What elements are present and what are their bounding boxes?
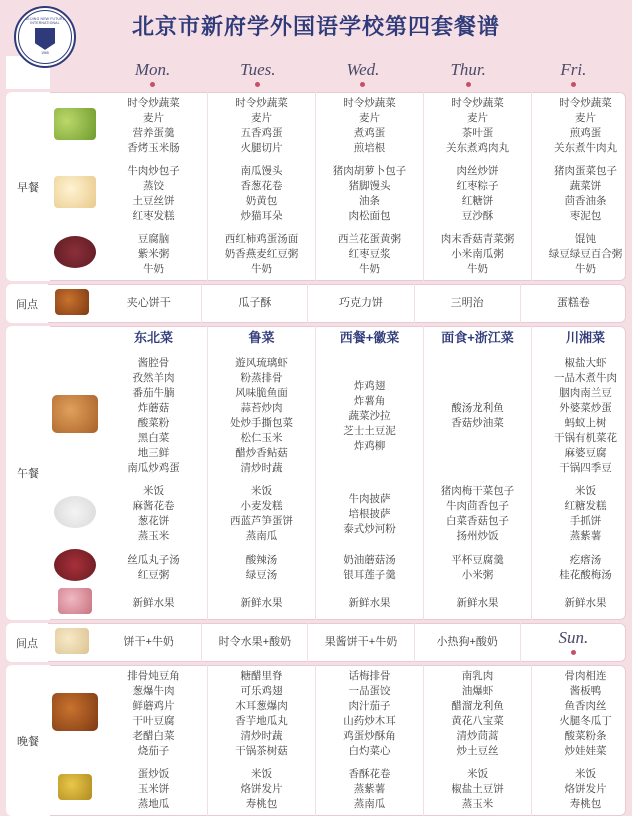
table-row [6, 623, 626, 662]
logo-bottom-text: 1965 [41, 50, 49, 55]
breakfast-section [6, 92, 626, 281]
weekday-header [6, 56, 626, 89]
shield-icon [35, 28, 55, 50]
breakfast-image-1 [50, 92, 100, 160]
row-label-dinner: 晚餐 [6, 665, 50, 816]
breakfast-image-3 [50, 228, 100, 281]
lunch-image-4 [50, 587, 100, 620]
egg-rice-icon [58, 774, 92, 800]
weekday-dot-icon [360, 82, 365, 87]
lunch-category-mon: 东北菜 [133, 330, 173, 345]
fruit-plate-icon [58, 588, 92, 614]
biscuit-milk-icon [55, 628, 89, 654]
breakfast-thu-1: 时令炒蔬菜 麦片 茶叶蛋 关东煮鸡肉丸 [424, 92, 532, 160]
lunch-tue-2: 米饭 小麦发糕 西蓝芦笋蛋饼 蒸南瓜 [208, 480, 316, 548]
lunch-thu-4: 新鲜水果 [424, 587, 532, 620]
lunch-mon-3: 丝瓜丸子汤 红豆粥 [127, 553, 180, 581]
snack1-mon: 夹心饼干 [126, 297, 171, 309]
pastry-icon [55, 289, 89, 315]
dinner-tue-2: 米饭 烙饼发片 寿桃包 [208, 763, 316, 816]
lunch-wed-2: 牛肉披萨 培根披萨 泰式炒河粉 [316, 480, 424, 548]
breakfast-tue-1: 时令炒蔬菜 麦片 五香鸡蛋 火腿切片 [208, 92, 316, 160]
lunch-tue-3: 酸辣汤 绿豆汤 [208, 548, 316, 587]
lunch-thu-3: 平杯豆腐羹 小米粥 [424, 548, 532, 587]
lunch-fri-1: 椒盐大虾 一品木煮牛肉 胭肉南兰豆 外婆菜炒蛋 蚂蚁上树 干锅有机菜花 麻婆豆腐 干锅四季豆 [532, 352, 627, 480]
snack2-wed: 果酱饼干+牛奶 [308, 623, 414, 662]
page-header [6, 4, 626, 56]
snack2-tue: 时令水果+酸奶 [202, 623, 308, 662]
soup-bowl-icon [54, 549, 96, 581]
weekday-dot-icon [466, 82, 471, 87]
fried-food-icon [52, 395, 98, 433]
breakfast-wed-1: 时令炒蔬菜 麦片 煮鸡蛋 煎培根 [316, 92, 424, 160]
lunch-image-1 [50, 352, 100, 480]
breakfast-wed-2: 猪肉胡萝卜包子 猪脚馒头 油条 肉松面包 [316, 160, 424, 228]
lunch-mon-1: 酱腔骨 孜然羊肉 番茄牛腩 炸蘑菇 酸菜粉 黑白菜 地三鲜 南瓜炒鸡蛋 [127, 357, 180, 474]
lunch-wed-4: 新鲜水果 [316, 587, 424, 620]
breakfast-thu-3: 肉末香菇青菜粥 小米南瓜粥 牛奶 [424, 228, 532, 281]
page-title: 北京市新府学外国语学校第四套餐谱 [131, 15, 500, 40]
weekday-thu: Thur. [416, 56, 521, 89]
lunch-category-row [6, 326, 626, 352]
school-logo [14, 6, 76, 68]
lunch-category-wed: 西餐+徽菜 [339, 330, 400, 345]
lunch-thu-2: 猪肉梅干菜包子 牛肉茴香包子 白菜香菇包子 扬州炒饭 [424, 480, 532, 548]
breakfast-tue-3: 西红柿鸡蛋汤面 奶香燕麦红豆粥 牛奶 [208, 228, 316, 281]
dinner-image-2 [50, 763, 100, 816]
snack1-tue: 瓜子酥 [202, 284, 308, 323]
dinner-wed-2: 香酥花卷 蒸紫薯 蒸南瓜 [316, 763, 424, 816]
table-row [6, 480, 626, 548]
snack1-fri: 蛋糕卷 [520, 284, 626, 323]
breakfast-thu-2: 肉丝炒饼 红枣粽子 红糖饼 豆沙酥 [424, 160, 532, 228]
table-row [6, 284, 626, 323]
row-label-snack2: 间点 [6, 623, 48, 662]
row-label-breakfast: 早餐 [6, 92, 50, 281]
lunch-image-3 [50, 548, 100, 587]
snack1-wed: 巧克力饼 [308, 284, 414, 323]
vegetable-dish-icon [54, 108, 96, 140]
breakfast-wed-3: 西兰花蛋黄粥 红枣豆浆 牛奶 [316, 228, 424, 281]
dinner-tue-1: 糖醋里脊 可乐鸡翅 木耳葱爆肉 香芋地瓜丸 清炒时蔬 干锅茶树菇 [208, 665, 316, 763]
rice-bowl-icon [54, 496, 96, 528]
lunch-wed-3: 奶油蘑菇汤 银耳莲子羹 [316, 548, 424, 587]
dinner-fri-2: 米饭 烙饼发片 寿桃包 [532, 763, 627, 816]
lunch-section [6, 326, 626, 620]
breakfast-mon-1: 时令炒蔬菜 麦片 营养蛋羹 香烤玉米肠 [127, 97, 180, 154]
table-row [6, 763, 626, 816]
dinner-fri-1: 骨肉相连 酱板鸭 鱼香肉丝 火腿冬瓜丁 酸菜粉条 炒娃娃菜 [532, 665, 627, 763]
lunch-wed-1: 炸鸡翅 炸薯角 蔬菜沙拉 芝士土豆泥 炸鸡柳 [316, 352, 424, 480]
table-row [6, 160, 626, 228]
table-row [6, 352, 626, 480]
lunch-mon-2: 米饭 麻酱花卷 葱花饼 蒸玉米 [132, 485, 175, 542]
breakfast-fri-1: 时令炒蔬菜 麦片 煎鸡蛋 关东煮牛肉丸 [532, 92, 627, 160]
dinner-thu-2: 米饭 椒盐土豆饼 蒸玉米 [424, 763, 532, 816]
lunch-fri-4: 新鲜水果 [532, 587, 627, 620]
table-row [6, 665, 626, 763]
breakfast-image-2 [50, 160, 100, 228]
lunch-category-fri: 川湘菜 [565, 330, 605, 345]
dinner-wed-1: 话梅排骨 一品蛋饺 肉汁茄子 山药炒木耳 鸡蛋炒酥角 白灼菜心 [316, 665, 424, 763]
weekday-mon: Mon. [100, 56, 205, 89]
weekday-sun: Sun. [520, 623, 626, 662]
lunch-mon-4: 新鲜水果 [132, 597, 175, 609]
porridge-bowl-icon [54, 236, 96, 268]
lunch-category-thu: 面食+浙江菜 [441, 330, 514, 345]
weekday-tue: Tues. [205, 56, 310, 89]
lunch-fri-3: 疙瘩汤 桂花酸梅汤 [532, 548, 627, 587]
breakfast-mon-3: 豆腐脑 紫米粥 牛奶 [137, 233, 170, 275]
weekday-fri: Fri. [521, 56, 626, 89]
snack2-mon: 饼干+牛奶 [123, 636, 174, 648]
breakfast-tue-2: 南瓜馒头 香葱花卷 奶黄包 炒猫耳朵 [208, 160, 316, 228]
lunch-image-2 [50, 480, 100, 548]
lunch-tue-4: 新鲜水果 [208, 587, 316, 620]
steamed-bun-icon [54, 176, 96, 208]
table-row [6, 548, 626, 587]
breakfast-fri-3: 馄饨 绿豆绿豆百合粥 牛奶 [532, 228, 627, 281]
row-label-lunch: 午餐 [6, 326, 50, 620]
dinner-thu-1: 南乳肉 油爆虾 醋溜龙利鱼 黄花八宝菜 清炒茼蒿 炒土豆丝 [424, 665, 532, 763]
breakfast-fri-2: 猪肉蛋菜包子 蔬菜饼 茴香油条 枣泥包 [532, 160, 627, 228]
table-row [6, 228, 626, 281]
lunch-tue-1: 遊风琉璃虾 粉蒸排骨 风味脆鱼面 蒜苔炒肉 处炒手撕包菜 松仁玉米 醋炒香鲇菇 清炒时蔬 [208, 352, 316, 480]
dinner-section [6, 665, 626, 816]
lunch-category-tue: 鲁菜 [248, 330, 275, 345]
braised-dish-icon [52, 693, 98, 731]
lunch-fri-2: 米饭 红糖发糕 手抓饼 蒸紫薯 [532, 480, 627, 548]
row-label-snack1: 间点 [6, 284, 48, 323]
snack1-section [6, 284, 626, 323]
snack1-thu: 三明治 [414, 284, 520, 323]
snack2-section [6, 623, 626, 662]
table-row [6, 92, 626, 160]
weekday-dot-icon [150, 82, 155, 87]
dinner-mon-1: 排骨炖豆角 葱爆牛肉 鲜蘑鸡片 干叶豆腐 老醋白菜 烧茄子 [127, 670, 180, 757]
snack1-image [48, 284, 96, 323]
snack2-thu: 小热狗+酸奶 [414, 623, 520, 662]
table-row [6, 587, 626, 620]
dinner-image-1 [50, 665, 100, 763]
weekday-dot-icon [255, 82, 260, 87]
weekday-wed: Wed. [310, 56, 415, 89]
weekday-dot-icon [571, 82, 576, 87]
weekday-dot-icon [571, 650, 576, 655]
lunch-thu-1: 酸汤龙利鱼 香菇炒油菜 [424, 352, 532, 480]
logo-top-text: BEIJING NEW FUTURE INTERNATIONAL [24, 17, 66, 26]
breakfast-mon-2: 牛肉炒包子 蒸饺 土豆丝饼 红枣发糕 [127, 165, 180, 222]
dinner-mon-2: 蛋炒饭 玉米饼 蒸地瓜 [137, 768, 170, 810]
snack2-image [48, 623, 96, 662]
